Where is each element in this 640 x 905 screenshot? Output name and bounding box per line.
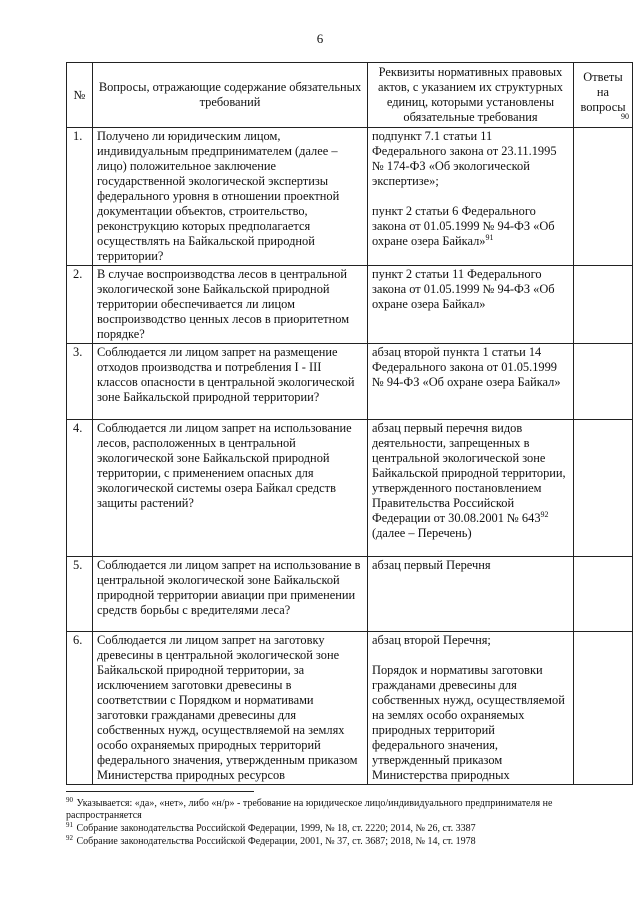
header-answers	[574, 63, 633, 128]
row-question: Соблюдается ли лицом запрет на использование лесов, расположенных в центральной экологической зоне Байкальской природной территории, с применением опасных для экологической системы озера Байкал средств защиты растений?	[93, 420, 368, 557]
table-row	[67, 266, 633, 344]
table-row	[67, 128, 633, 266]
row-number: 4.	[67, 420, 93, 557]
header-answers-footnote-mark: 90	[621, 111, 629, 121]
row-requisites	[368, 266, 574, 344]
row-number: 3.	[67, 344, 93, 420]
page-number: 6	[316, 31, 324, 46]
requisites-text: подпункт 7.1 статьи 11 Федерального закона от 23.11.1995 № 174-ФЗ «Об экологической экспертизе»; пункт 2 статьи 6 Федерального закона от 01.05.1999 № 94-ФЗ «Об охране озера Байкал»	[372, 129, 557, 248]
footnote-mark: 92	[540, 509, 549, 519]
requisites-text: абзац второй Перечня; Порядок и нормативы заготовки гражданами древесины для собственных нужд, осуществляемой на землях особо охраняемых природных территорий федерального значения, утвержденный приказом Министерства природных	[372, 633, 565, 782]
row-answer-cell[interactable]	[574, 128, 633, 266]
row-answer-cell[interactable]	[574, 344, 633, 420]
row-question: Соблюдается ли лицом запрет на размещение отходов производства и потребления I - III классов опасности в центральной экологической зоне Байкальской природной территории?	[93, 344, 368, 420]
row-requisites	[368, 420, 574, 557]
row-number: 1.	[67, 128, 93, 266]
row-answer-cell[interactable]	[574, 420, 633, 557]
requisites-text: абзац первый перечня видов деятельности, запрещенных в центральной экологической зоне Байкальской природной территории, утвержденного постановлением Правительства Российской Федерации от 30.08.2001 № 643	[372, 421, 566, 525]
requisites-text: абзац первый Перечня	[372, 558, 491, 572]
footnotes	[66, 795, 626, 849]
row-answer-cell[interactable]	[574, 557, 633, 632]
header-number: №	[67, 63, 93, 128]
footnote-text: Собрание законодательства Российской Федерации, 1999, № 18, ст. 2220; 2014, № 26, ст. 3387	[76, 823, 476, 834]
footnote-mark: 91	[66, 820, 73, 829]
header-answers-label: Ответы на вопросы	[580, 69, 626, 114]
requisites-tail: (далее – Перечень)	[372, 526, 472, 540]
row-requisites	[368, 128, 574, 266]
row-requisites	[368, 557, 574, 632]
table-row	[67, 557, 633, 632]
footnote-separator	[66, 791, 254, 792]
requisites-text: абзац второй пункта 1 статьи 14 Федерального закона от 01.05.1999 № 94-ФЗ «Об охране озера Байкал»	[372, 345, 561, 389]
footnote-mark: 90	[66, 795, 73, 804]
row-question: Соблюдается ли лицом запрет на использование в центральной экологической зоне Байкальской природной территории авиации при применении средств борьбы с вредителями леса?	[93, 557, 368, 632]
row-number: 5.	[67, 557, 93, 632]
footnote-text: Указывается: «да», «нет», либо «н/р» - требование на юридическое лицо/индивидуального предпринимателя не распространяется	[66, 798, 553, 821]
table-header-row	[67, 63, 633, 128]
footnote-mark: 91	[485, 232, 494, 242]
table-row	[67, 420, 633, 557]
row-answer-cell[interactable]	[574, 266, 633, 344]
table-row	[67, 344, 633, 420]
footnote-mark: 92	[66, 833, 73, 842]
footnote-91	[66, 820, 626, 835]
footnote-text: Собрание законодательства Российской Федерации, 2001, № 37, ст. 3687; 2018, № 14, ст. 1978	[76, 836, 476, 847]
header-requisites: Реквизиты нормативных правовых актов, с указанием их структурных единиц, которыми установлены обязательные требования	[368, 63, 574, 128]
requirements-table	[66, 62, 633, 785]
requisites-text: пункт 2 статьи 11 Федерального закона от 01.05.1999 № 94-ФЗ «Об охране озера Байкал»	[372, 267, 555, 311]
footnote-92	[66, 833, 626, 848]
row-question: В случае воспроизводства лесов в центральной экологической зоне Байкальской природной территории обеспечивается ли лицом воспроизводство ценных лесов в приоритетном порядке?	[93, 266, 368, 344]
table-row	[67, 632, 633, 785]
row-answer-cell[interactable]	[574, 632, 633, 785]
row-question: Получено ли юридическим лицом, индивидуальным предпринимателем (далее – лицо) положительное заключение государственной экологической экспертизы федерального уровня в отношении проектной документации объектов, строительство, реконструкцию которых предполагается осуществлять на Байкальской природной территории?	[93, 128, 368, 266]
row-number: 6.	[67, 632, 93, 785]
row-requisites	[368, 632, 574, 785]
header-question: Вопросы, отражающие содержание обязательных требований	[93, 63, 368, 128]
row-number: 2.	[67, 266, 93, 344]
row-requisites	[368, 344, 574, 420]
row-question: Соблюдается ли лицом запрет на заготовку древесины в центральной экологической зоне Байкальской природной территории, за исключением заготовки древесины в соответствии с Порядком и нормативами заготовки гражданами древесины для собственных нужд, осуществляемой на землях особо охраняемых природных территорий федерального значения, утвержденным приказом Министерства природных ресурсов	[93, 632, 368, 785]
footnote-90	[66, 795, 626, 822]
